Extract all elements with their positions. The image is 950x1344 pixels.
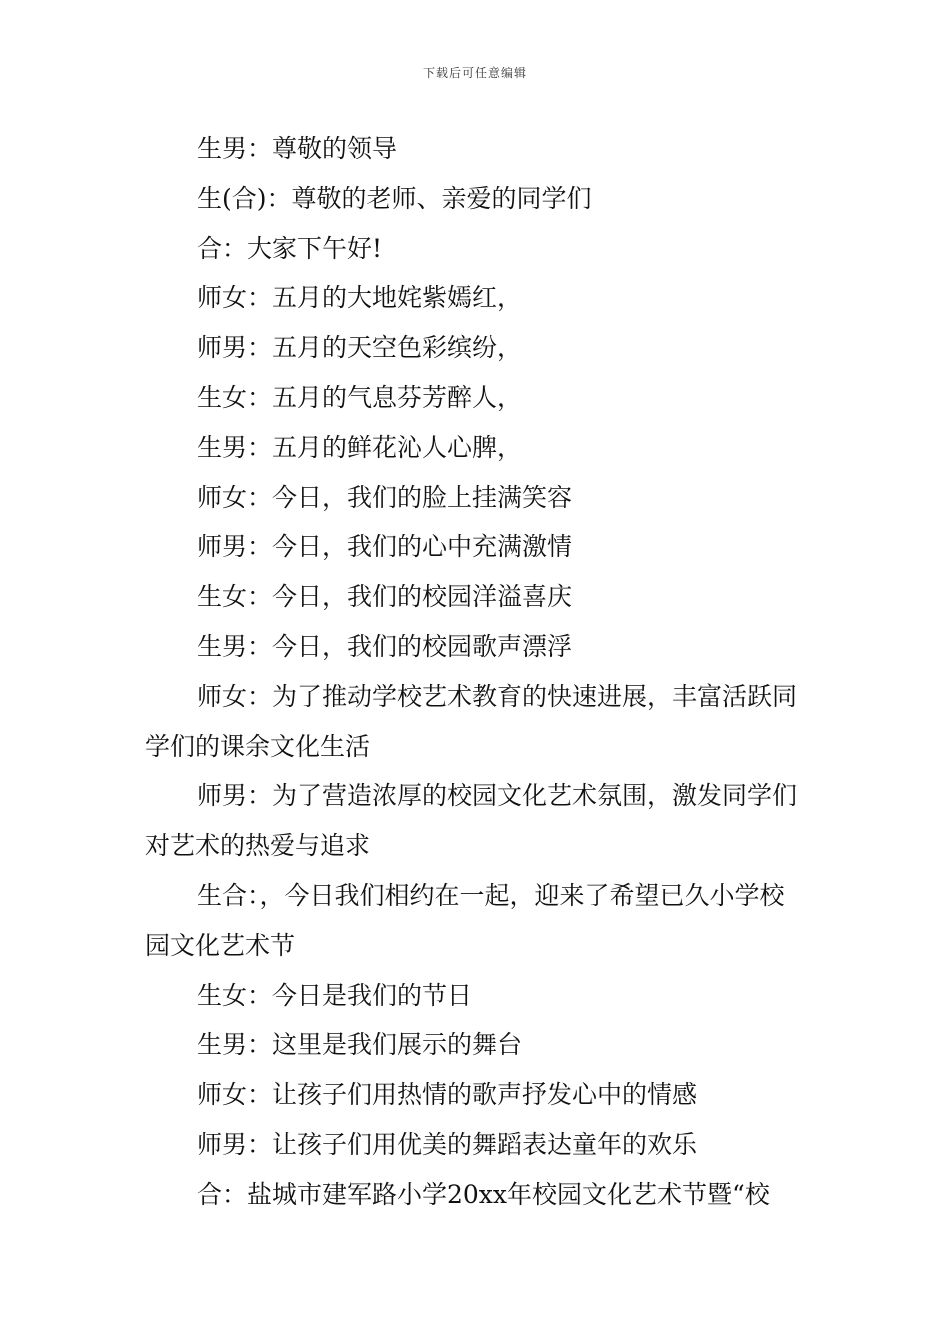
paragraph: 生(合)：尊敬的老师、亲爱的同学们 — [197, 183, 592, 213]
paragraph: 师男：今日，我们的心中充满激情 — [197, 532, 573, 562]
paragraph: 合：盐城市建军路小学20xx年校园文化艺术节暨“校 — [197, 1179, 770, 1209]
paragraph: 师女：今日，我们的脸上挂满笑容 — [197, 482, 573, 512]
paragraph: 师女：五月的大地姹紫嫣红， — [197, 283, 523, 313]
paragraph: 生男：五月的鲜花沁人心脾， — [197, 432, 523, 462]
paragraph: 生男：今日，我们的校园歌声漂浮 — [197, 631, 573, 661]
paragraph: 师女：让孩子们用热情的歌声抒发心中的情感 — [197, 1080, 698, 1110]
paragraph: 师男：为了营造浓厚的校园文化艺术氛围，激发同学们对艺术的热爱与追求 — [145, 781, 798, 861]
paragraph: 师男：五月的天空色彩缤纷， — [197, 333, 523, 363]
paragraph: 生男：尊敬的领导 — [197, 134, 398, 163]
page-header: 下载后可任意编辑 — [422, 66, 527, 80]
paragraph: 师男：让孩子们用优美的舞蹈表达童年的欢乐 — [197, 1129, 698, 1159]
paragraph: 生女：今日，我们的校园洋溢喜庆 — [197, 582, 573, 612]
document-body — [145, 124, 807, 1220]
paragraph: 师女：为了推动学校艺术教育的快速进展，丰富活跃同学们的课余文化生活 — [145, 681, 798, 761]
paragraph: 合：大家下午好! — [197, 233, 383, 263]
paragraph: 生女：今日是我们的节日 — [197, 980, 473, 1010]
paragraph: 生合：，今日我们相约在一起，迎来了希望已久小学校园文化艺术节 — [145, 880, 785, 960]
paragraph: 生女：五月的气息芬芳醉人， — [197, 382, 523, 412]
paragraph: 生男：这里是我们展示的舞台 — [197, 1030, 523, 1060]
